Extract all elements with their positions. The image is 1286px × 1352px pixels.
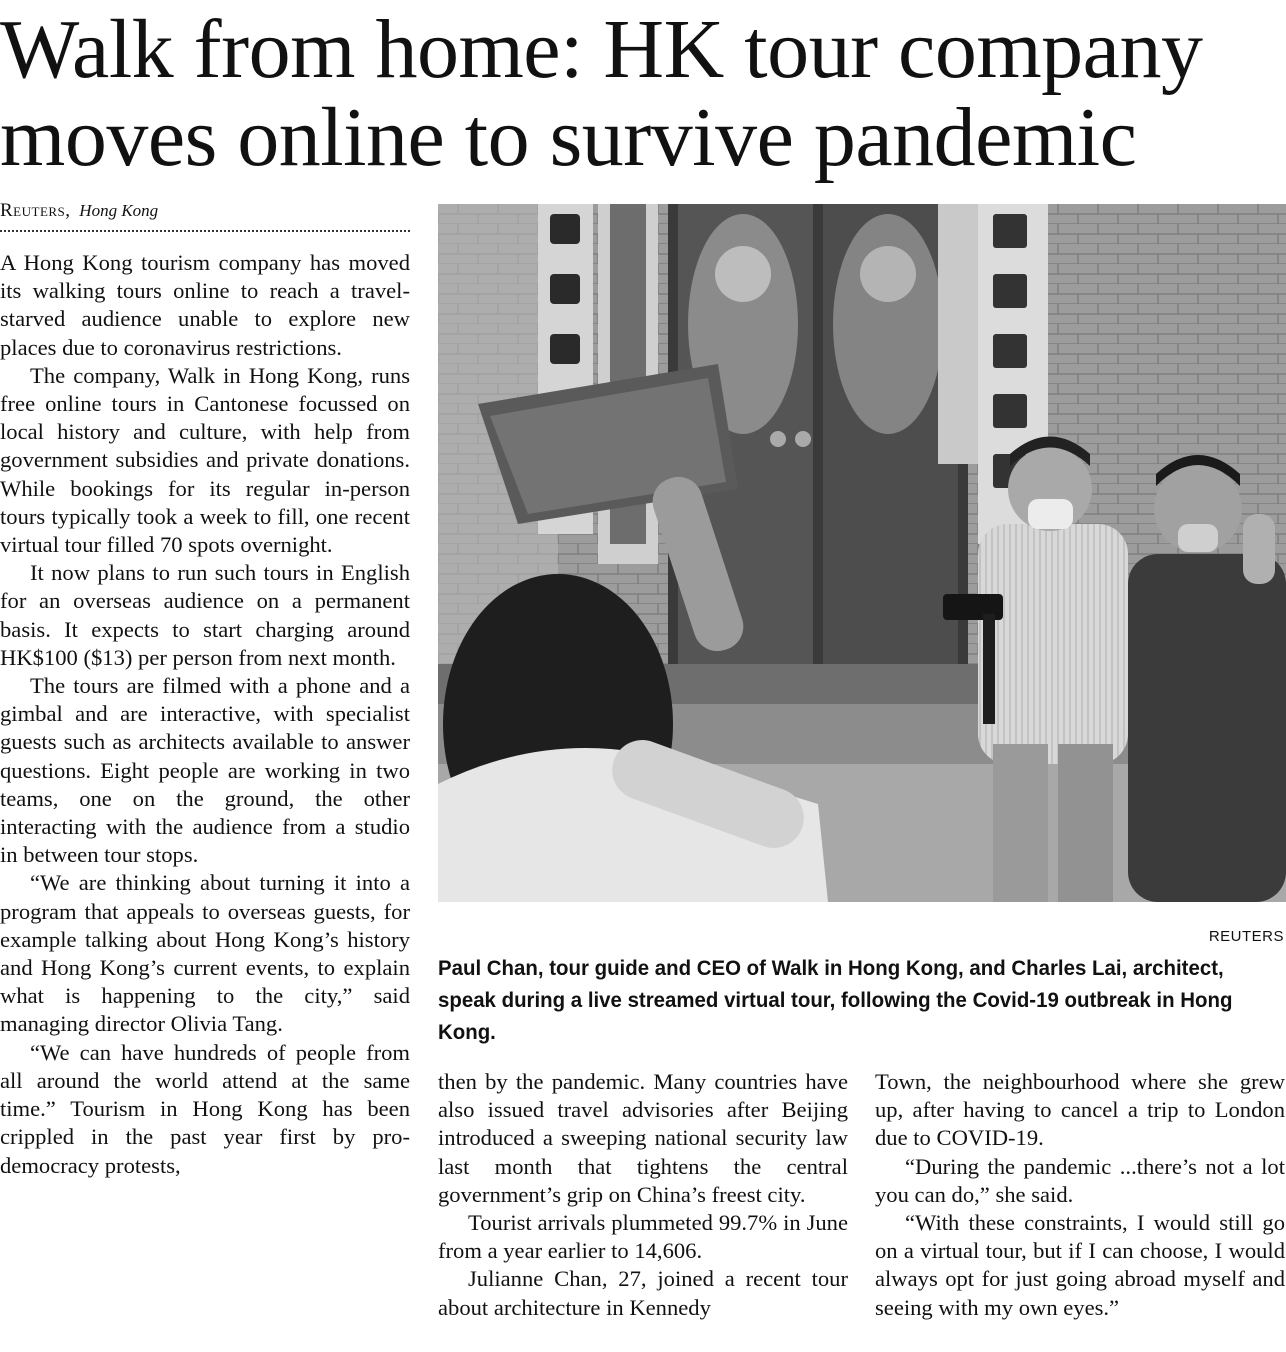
byline	[0, 200, 410, 232]
photo-caption: Paul Chan, tour guide and CEO of Walk in Hong Kong, and Charles Lai, architect, speak during a live streamed virtual tour, following the Covid-19 outbreak in Hong Kong.	[438, 956, 1233, 1044]
news-photo	[438, 204, 1286, 902]
paragraph: “We can have hundreds of people from all around the world attend at the same time.” Tourism in Hong Kong has been crippled in the past year first by pro-democracy protests,	[0, 1039, 410, 1178]
paragraph: “We are thinking about turning it into a program that appeals to overseas guests, for example talking about Hong Kong’s history and Hong Kong’s current events, to explain what is happening to the city,” said managing director Olivia Tang.	[0, 870, 410, 1037]
paragraph: Tourist arrivals plummeted 99.7% in June from a year earlier to 14,606.	[438, 1210, 848, 1264]
paragraph: The company, Walk in Hong Kong, runs free online tours in Cantonese focussed on local history and culture, with help from government subsidies and private donations. While bookings for its regular in-person tours typically took a week to fill, one recent virtual tour filled 70 spots overnight.	[0, 362, 410, 558]
article-column-1	[0, 249, 410, 1180]
headline: Walk from home: HK tour company moves online to survive pandemic	[0, 3, 1203, 184]
paragraph: Julianne Chan, 27, joined a recent tour about architecture in Kennedy	[438, 1266, 848, 1320]
article-column-3	[875, 1068, 1285, 1322]
paragraph: A Hong Kong tourism company has moved its walking tours online to reach a travel-starved audience unable to explore new places due to coronavirus restrictions.	[0, 250, 410, 360]
paragraph: “With these constraints, I would still go on a virtual tour, but if I can choose, I would always opt for just going abroad myself and seeing with my own eyes.”	[875, 1210, 1285, 1320]
paragraph: Town, the neighbourhood where she grew up, after having to cancel a trip to London due to COVID-19.	[875, 1069, 1285, 1151]
paragraph: The tours are filmed with a phone and a gimbal and are interactive, with specialist guests such as architects available to answer questions. Eight people are working in two teams, one on the ground, the other interacting with the audience from a studio in between tour stops.	[0, 673, 410, 868]
byline-location: Hong Kong	[79, 201, 159, 220]
article-column-2	[438, 1068, 848, 1322]
paragraph: “During the pandemic ...there’s not a lot you can do,” she said.	[875, 1153, 1285, 1207]
paragraph: It now plans to run such tours in English for an overseas audience on a permanent basis. It expects to start charging around HK$100 ($13) per person from next month.	[0, 560, 410, 670]
byline-agency: Reuters,	[0, 200, 71, 221]
photo-illustration	[438, 204, 1286, 902]
paragraph: then by the pandemic. Many countries have also issued travel advisories after Beijing introduced a sweeping national security law last month that tightens the central government’s grip on China’s freest city.	[438, 1069, 848, 1207]
photo-credit: REUTERS	[1208, 928, 1284, 945]
